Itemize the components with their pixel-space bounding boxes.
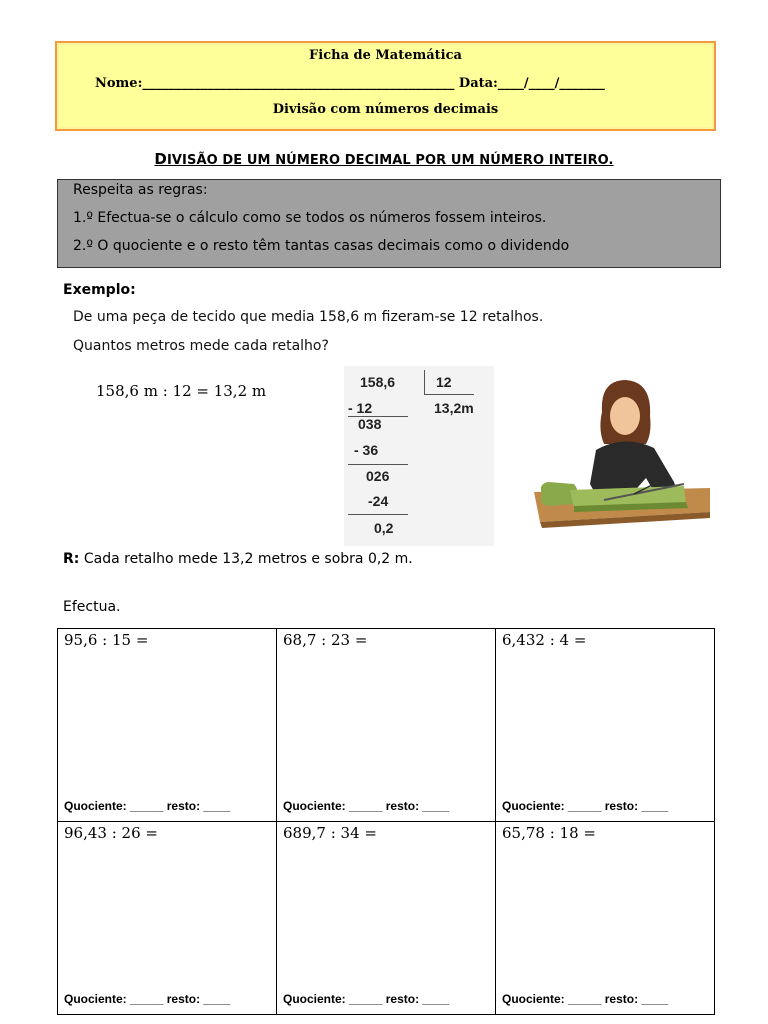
exercise-grid <box>57 628 715 1015</box>
quotient-rest-line: Quociente: _____ resto: ____ <box>283 799 450 813</box>
division-remainder: 0,2 <box>374 520 394 536</box>
division-step-3: - 36 <box>354 442 379 458</box>
exercise-problem: 68,7 : 23 = <box>283 631 368 649</box>
example-label: Exemplo: <box>63 282 136 298</box>
exercise-problem: 96,43 : 26 = <box>64 824 158 842</box>
worksheet-subtitle: Divisão com números decimais <box>272 102 499 117</box>
division-dividend: 158,6 <box>360 374 396 390</box>
header-box <box>55 41 716 131</box>
long-division-image <box>344 366 494 546</box>
exercise-cell[interactable] <box>496 822 715 1015</box>
answer-label: R: <box>63 551 80 567</box>
exercise-cell[interactable] <box>58 822 277 1015</box>
woman-cutting-fabric-illustration <box>534 372 710 546</box>
quotient-rest-line: Quociente: _____ resto: ____ <box>64 799 231 813</box>
exercise-problem: 689,7 : 34 = <box>283 824 377 842</box>
example-calculation: 158,6 m : 12 = 13,2 m <box>96 382 267 400</box>
quotient-rest-line: Quociente: _____ resto: ____ <box>502 992 669 1006</box>
division-step-1: - 12 <box>348 400 373 416</box>
name-date-row <box>95 76 605 91</box>
division-divisor: 12 <box>436 374 452 390</box>
exercise-cell[interactable] <box>496 629 715 822</box>
exercise-problem: 65,78 : 18 = <box>502 824 596 842</box>
date-field[interactable]: ____/____/_______ <box>497 76 605 91</box>
division-quotient: 13,2m <box>434 400 474 416</box>
answer-text: Cada retalho mede 13,2 metros e sobra 0,2 m. <box>83 551 413 567</box>
worksheet-title: Ficha de Matemática <box>309 48 462 63</box>
exercise-cell[interactable] <box>277 629 496 822</box>
exercise-label: Efectua. <box>63 599 121 615</box>
date-label: Data: <box>458 76 498 91</box>
section-title <box>0 150 768 168</box>
name-label: Nome: <box>95 76 143 91</box>
rule-1: 1.º Efectua-se o cálculo como se todos os números fossem inteiros. <box>73 210 547 226</box>
quotient-rest-line: Quociente: _____ resto: ____ <box>64 992 231 1006</box>
exercise-cell[interactable] <box>277 822 496 1015</box>
name-field[interactable]: ________________________________________________ <box>142 76 455 91</box>
section-title-rest: IVISÃO DE UM NÚMERO DECIMAL POR UM NÚMERO INTEIRO. <box>166 153 614 168</box>
division-step-5: -24 <box>368 493 389 509</box>
rules-box <box>57 179 721 268</box>
quotient-rest-line: Quociente: _____ resto: ____ <box>502 799 669 813</box>
section-title-initial: D <box>154 150 167 168</box>
exercise-problem: 6,432 : 4 = <box>502 631 587 649</box>
rule-2: 2.º O quociente e o resto têm tantas casas decimais como o dividendo <box>73 238 570 254</box>
rules-heading: Respeita as regras: <box>73 182 208 198</box>
quotient-rest-line: Quociente: _____ resto: ____ <box>283 992 450 1006</box>
division-step-4: 026 <box>366 468 390 484</box>
division-step-2: 038 <box>358 416 382 432</box>
example-line-2: Quantos metros mede cada retalho? <box>73 338 329 354</box>
example-answer <box>63 551 413 567</box>
exercise-cell[interactable] <box>58 629 277 822</box>
example-line-1: De uma peça de tecido que media 158,6 m fizeram-se 12 retalhos. <box>73 309 544 325</box>
exercise-problem: 95,6 : 15 = <box>64 631 149 649</box>
